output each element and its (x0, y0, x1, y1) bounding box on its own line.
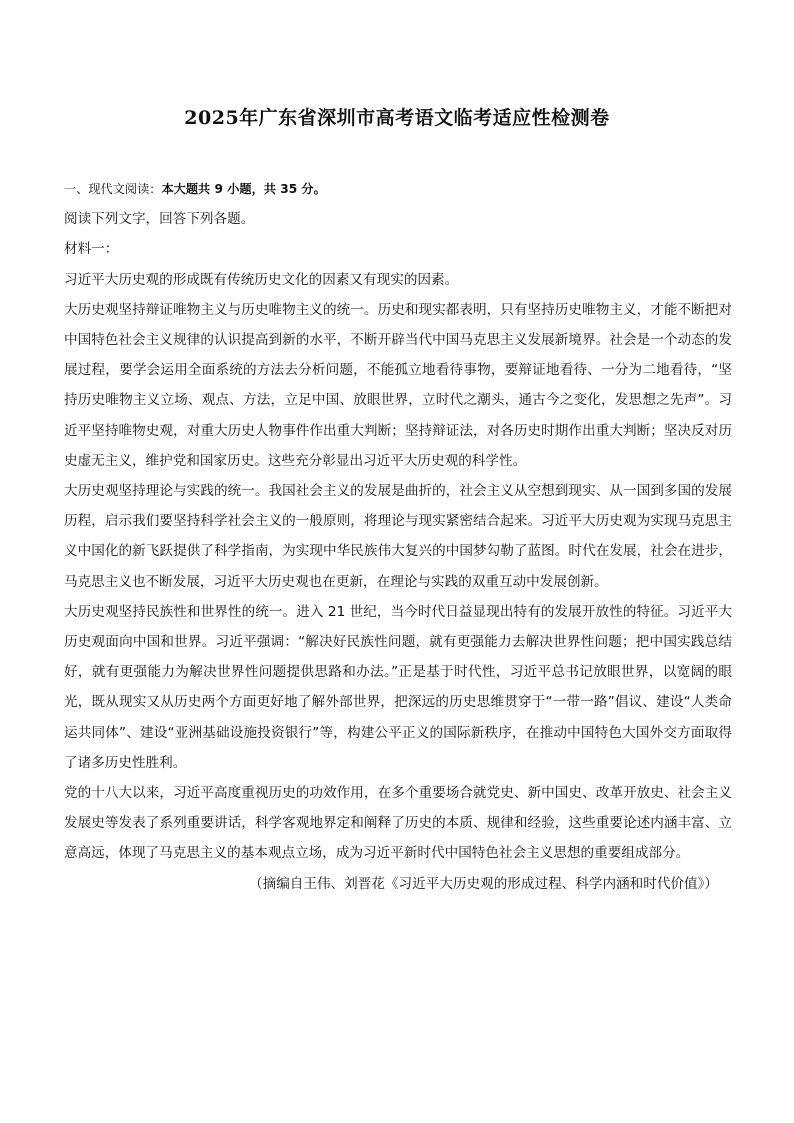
section-label: 一、现代文阅读： (64, 182, 162, 196)
paragraph-3: 大历史观坚持理论与实践的统一。我国社会主义的发展是曲折的，社会主义从空想到现实、从一国到多国的发展历程，启示我们要坚持科学社会主义的一般原则，将理论与现实紧密结合起来。习近平大历史观为实现马克思主义中国化的新飞跃提供了科学指南，为实现中华民族伟大复兴的中国梦勾勒了蓝图。时代在发展，社会在进步，马克思主义也不断发展，习近平大历史观也在更新，在理论与实践的双重互动中发展创新。 (64, 483, 732, 590)
section-heading (64, 174, 732, 204)
document-title: 2025年广东省深圳市高考语文临考适应性检测卷 (184, 107, 610, 129)
source-citation: （摘编自王伟、刘晋花《习近平大历史观的形成过程、科学内涵和时代价值》） (249, 875, 718, 892)
section-detail: 本大题共 9 小题，共 35 分。 (161, 182, 326, 196)
paragraph-1: 习近平大历史观的形成既有传统历史文化的因素又有现实的因素。 (64, 271, 459, 288)
instruction-text: 阅读下列文字，回答下列各题。 (64, 211, 255, 228)
document-body (64, 174, 732, 899)
paragraph-4: 大历史观坚持民族性和世界性的统一。进入 21 世纪，当今时代日益显现出特有的发展开放性的特征。习近平大历史观面向中国和世界。习近平强调：“解决好民族性问题，就有更强能力去解决世界性问题；把中国实践总结好，就有更强能力为解决世界性问题提供思路和办法。”正是基于时代性，习近平总书记放眼世界，以宽阔的眼光，既从现实又从历史两个方面更好地了解外部世界，把深远的历史思维贯穿于“一带一路”倡议、建设“人类命运共同体”、建设“亚洲基础设施投资银行”等，构建公平正义的国际新秩序，在推动中国特色大国外交方面取得了诸多历史性胜利。 (64, 603, 732, 771)
paragraph-2: 大历史观坚持辩证唯物主义与历史唯物主义的统一。历史和现实都表明，只有坚持历史唯物主义，才能不断把对中国特色社会主义规律的认识提高到新的水平，不断开辟当代中国马克思主义发展新境界。社会是一个动态的发展过程，要学会运用全面系统的方法去分析问题，不能孤立地看待事物，要辩证地看待、一分为二地看待，“坚持历史唯物主义立场、观点、方法，立足中国、放眼世界，立时代之潮头，通古今之变化，发思想之先声”。习近平坚持唯物史观，对重大历史人物事件作出重大判断；坚持辩证法，对各历史时期作出重大判断；坚决反对历史虚无主义，维护党和国家历史。这些充分彰显出习近平大历史观的科学性。 (64, 301, 732, 469)
material-label: 材料一： (64, 241, 119, 258)
paragraph-5: 党的十八大以来，习近平高度重视历史的功效作用，在多个重要场合就党史、新中国史、改革开放史、社会主义发展史等发表了系列重要讲话，科学客观地界定和阐释了历史的本质、规律和经验，这些重要论述内涵丰富、立意高远，体现了马克思主义的基本观点立场，成为习近平新时代中国特色社会主义思想的重要组成部分。 (64, 785, 732, 862)
